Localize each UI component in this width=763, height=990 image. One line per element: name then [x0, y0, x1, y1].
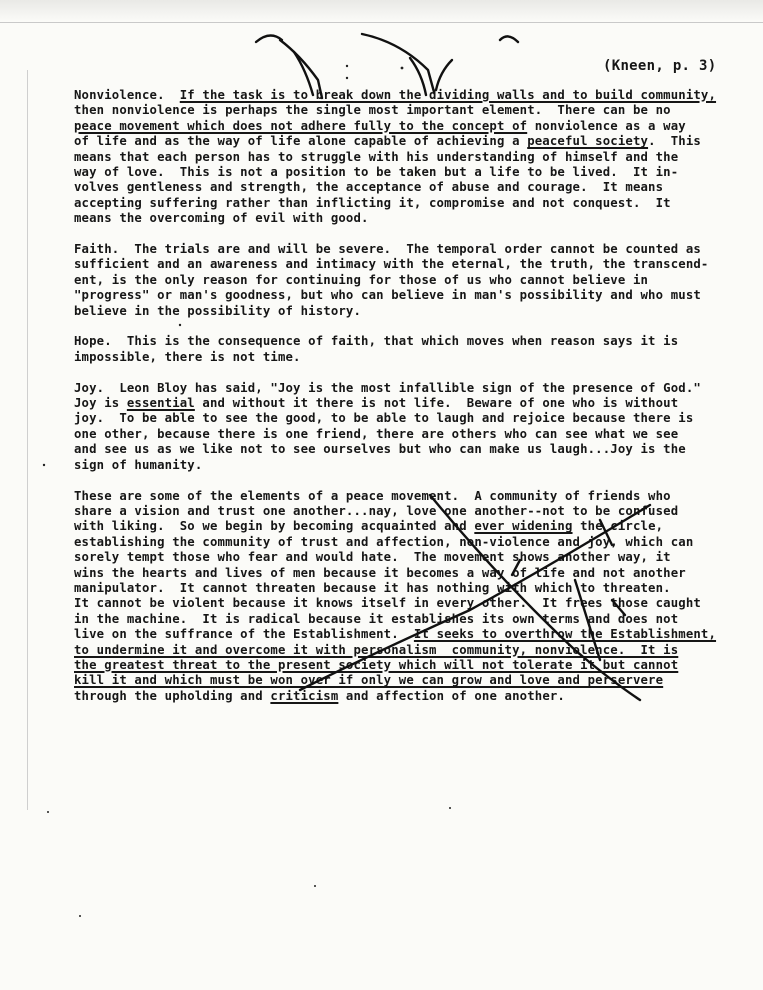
- text-line: [74, 504, 714, 519]
- text-run: with liking. So we begin by becoming acquainted and: [74, 519, 475, 534]
- scan-speck: [449, 807, 451, 809]
- text-line: [74, 150, 714, 165]
- text-line: [74, 535, 714, 550]
- pen-stroke: [256, 35, 282, 42]
- text-line: [74, 458, 714, 473]
- text-run: ent, is the only reason for continuing for those of us who cannot believe in: [74, 272, 649, 287]
- text-line: [74, 442, 714, 457]
- scan-speck: [47, 811, 49, 813]
- text-line: [74, 304, 714, 319]
- text-line: [74, 427, 714, 442]
- text-run: through the upholding and: [74, 688, 271, 703]
- text-run: in the machine. It is radical because it establishes its own terms and does not: [74, 611, 679, 626]
- text-run: sorely tempt those who fear and would hate. The movement shows another way, it: [74, 550, 671, 565]
- text-run: nonviolence as a way: [527, 118, 686, 133]
- page-reference: (Kneen, p. 3): [603, 58, 717, 74]
- text-run: Nonviolence.: [74, 88, 180, 102]
- text-line: [74, 658, 714, 673]
- text-line: [74, 350, 714, 365]
- text-line: [74, 196, 714, 211]
- text-line: [74, 689, 714, 704]
- text-run: It cannot be violent because it knows itself in every other. It frees those caught: [74, 596, 701, 611]
- text-run: sign of humanity.: [74, 457, 203, 472]
- text-run: share a vision and trust one another...nay, love one another--not to be confused: [74, 503, 679, 518]
- pen-stroke: [500, 36, 518, 42]
- text-line: [74, 627, 717, 642]
- text-run: impossible, there is not time.: [74, 349, 301, 364]
- text-line: [74, 643, 714, 658]
- underlined-text: criticism: [270, 688, 339, 703]
- paragraph-hope: [74, 334, 714, 365]
- text-run: joy. To be able to see the good, to be able to laugh and rejoice because there is: [74, 411, 694, 426]
- paragraph-nonviolence: [74, 88, 717, 227]
- text-line: [74, 119, 714, 134]
- text-run: the circle,: [572, 519, 664, 534]
- text-line: [74, 165, 714, 180]
- text-run: volves gentleness and strength, the acceptance of abuse and courage. It means: [74, 180, 664, 195]
- text-line: [74, 180, 714, 195]
- text-run: wins the hearts and lives of men because it becomes a way of life and not another: [74, 565, 686, 580]
- pen-stroke: [362, 34, 434, 92]
- text-line: [74, 334, 714, 349]
- text-run: then nonviolence is perhaps the single most important element. There can be no: [74, 103, 671, 118]
- text-line: [74, 88, 717, 103]
- text-line: [74, 211, 714, 226]
- text-run: establishing the community of trust and affection, non-violence and joy, which can: [74, 534, 694, 549]
- text-run: Faith. The trials are and will be severe. The temporal order cannot be counted as: [74, 242, 701, 257]
- text-line: [74, 288, 714, 303]
- scan-speck: [43, 464, 45, 466]
- document-body: [74, 88, 717, 720]
- text-run: live on the suffrance of the Establishment.: [74, 627, 414, 642]
- text-run: believe in the possibility of history.: [74, 303, 362, 318]
- underlined-text: It seeks to overthrow the Establishment,: [413, 627, 717, 642]
- scan-top-edge: [0, 0, 763, 23]
- underlined-text: essential: [126, 396, 195, 411]
- text-line: [74, 411, 714, 426]
- underlined-text: If the task is to break down the dividing walls and to build community,: [179, 88, 717, 102]
- text-run: one other, because there is one friend, there are others who can see what we see: [74, 426, 679, 441]
- text-line: [74, 242, 714, 257]
- scan-speck: [401, 67, 404, 70]
- text-line: [74, 550, 714, 565]
- text-run: . This: [648, 134, 701, 149]
- scan-speck: [346, 65, 348, 67]
- paragraph-joy: [74, 381, 714, 473]
- text-line: [74, 381, 714, 396]
- text-run: and affection of one another.: [338, 688, 565, 703]
- text-line: [74, 612, 714, 627]
- underlined-text: peaceful society: [527, 134, 649, 149]
- text-run: of life and as the way of life alone capable of achieving a: [74, 134, 528, 149]
- text-run: Joy. Leon Bloy has said, "Joy is the most infallible sign of the presence of God.": [74, 380, 701, 395]
- text-line: [74, 581, 714, 596]
- text-run: "progress" or man's goodness, but who can believe in man's possibility and who must: [74, 288, 701, 303]
- text-line: [74, 273, 714, 288]
- underlined-text: ever widening: [474, 519, 573, 534]
- underlined-text: kill it and which must be won over if only we can grow and love and perservere: [74, 673, 664, 688]
- text-run: and see us as we like not to see ourselves but who can make us laugh...Joy is the: [74, 442, 686, 457]
- text-line: [74, 566, 714, 581]
- text-line: [74, 396, 714, 411]
- left-margin-line: [27, 70, 28, 810]
- text-run: Joy is: [74, 396, 127, 411]
- paragraph-faith: [74, 242, 714, 319]
- text-line: [74, 489, 714, 504]
- paragraph-community: [74, 488, 717, 705]
- underlined-text: to undermine it and overcome it with personalism community, nonviolence. It is: [74, 642, 679, 657]
- text-run: These are some of the elements of a peace movement. A community of friends who: [74, 488, 671, 503]
- text-run: means the overcoming of evil with good.: [74, 211, 369, 226]
- text-run: accepting suffering rather than inflicting it, compromise and not conquest. It: [74, 195, 671, 210]
- text-line: [74, 134, 714, 149]
- underlined-text: the greatest threat to the present society which will not tolerate it but cannot: [74, 657, 679, 672]
- text-line: [74, 673, 714, 688]
- underlined-text: peace movement which does not adhere fully to the concept of: [74, 118, 528, 133]
- text-line: [74, 103, 714, 118]
- text-run: means that each person has to struggle with his understanding of himself and the: [74, 149, 679, 164]
- text-run: Hope. This is the consequence of faith, that which moves when reason says it is: [74, 334, 679, 349]
- text-run: sufficient and an awareness and intimacy with the eternal, the truth, the transcend-: [74, 257, 709, 272]
- pen-stroke: [436, 60, 452, 90]
- text-line: [74, 596, 714, 611]
- scan-speck: [79, 915, 81, 917]
- text-run: way of love. This is not a position to be taken but a life to be lived. It in-: [74, 165, 679, 180]
- text-line: [74, 257, 714, 272]
- text-run: and without it there is not life. Beware of one who is without: [194, 396, 679, 411]
- scan-speck: [346, 77, 348, 79]
- text-line: [74, 519, 714, 534]
- text-run: manipulator. It cannot threaten because it has nothing with which to threaten.: [74, 580, 671, 595]
- scan-speck: [314, 885, 316, 887]
